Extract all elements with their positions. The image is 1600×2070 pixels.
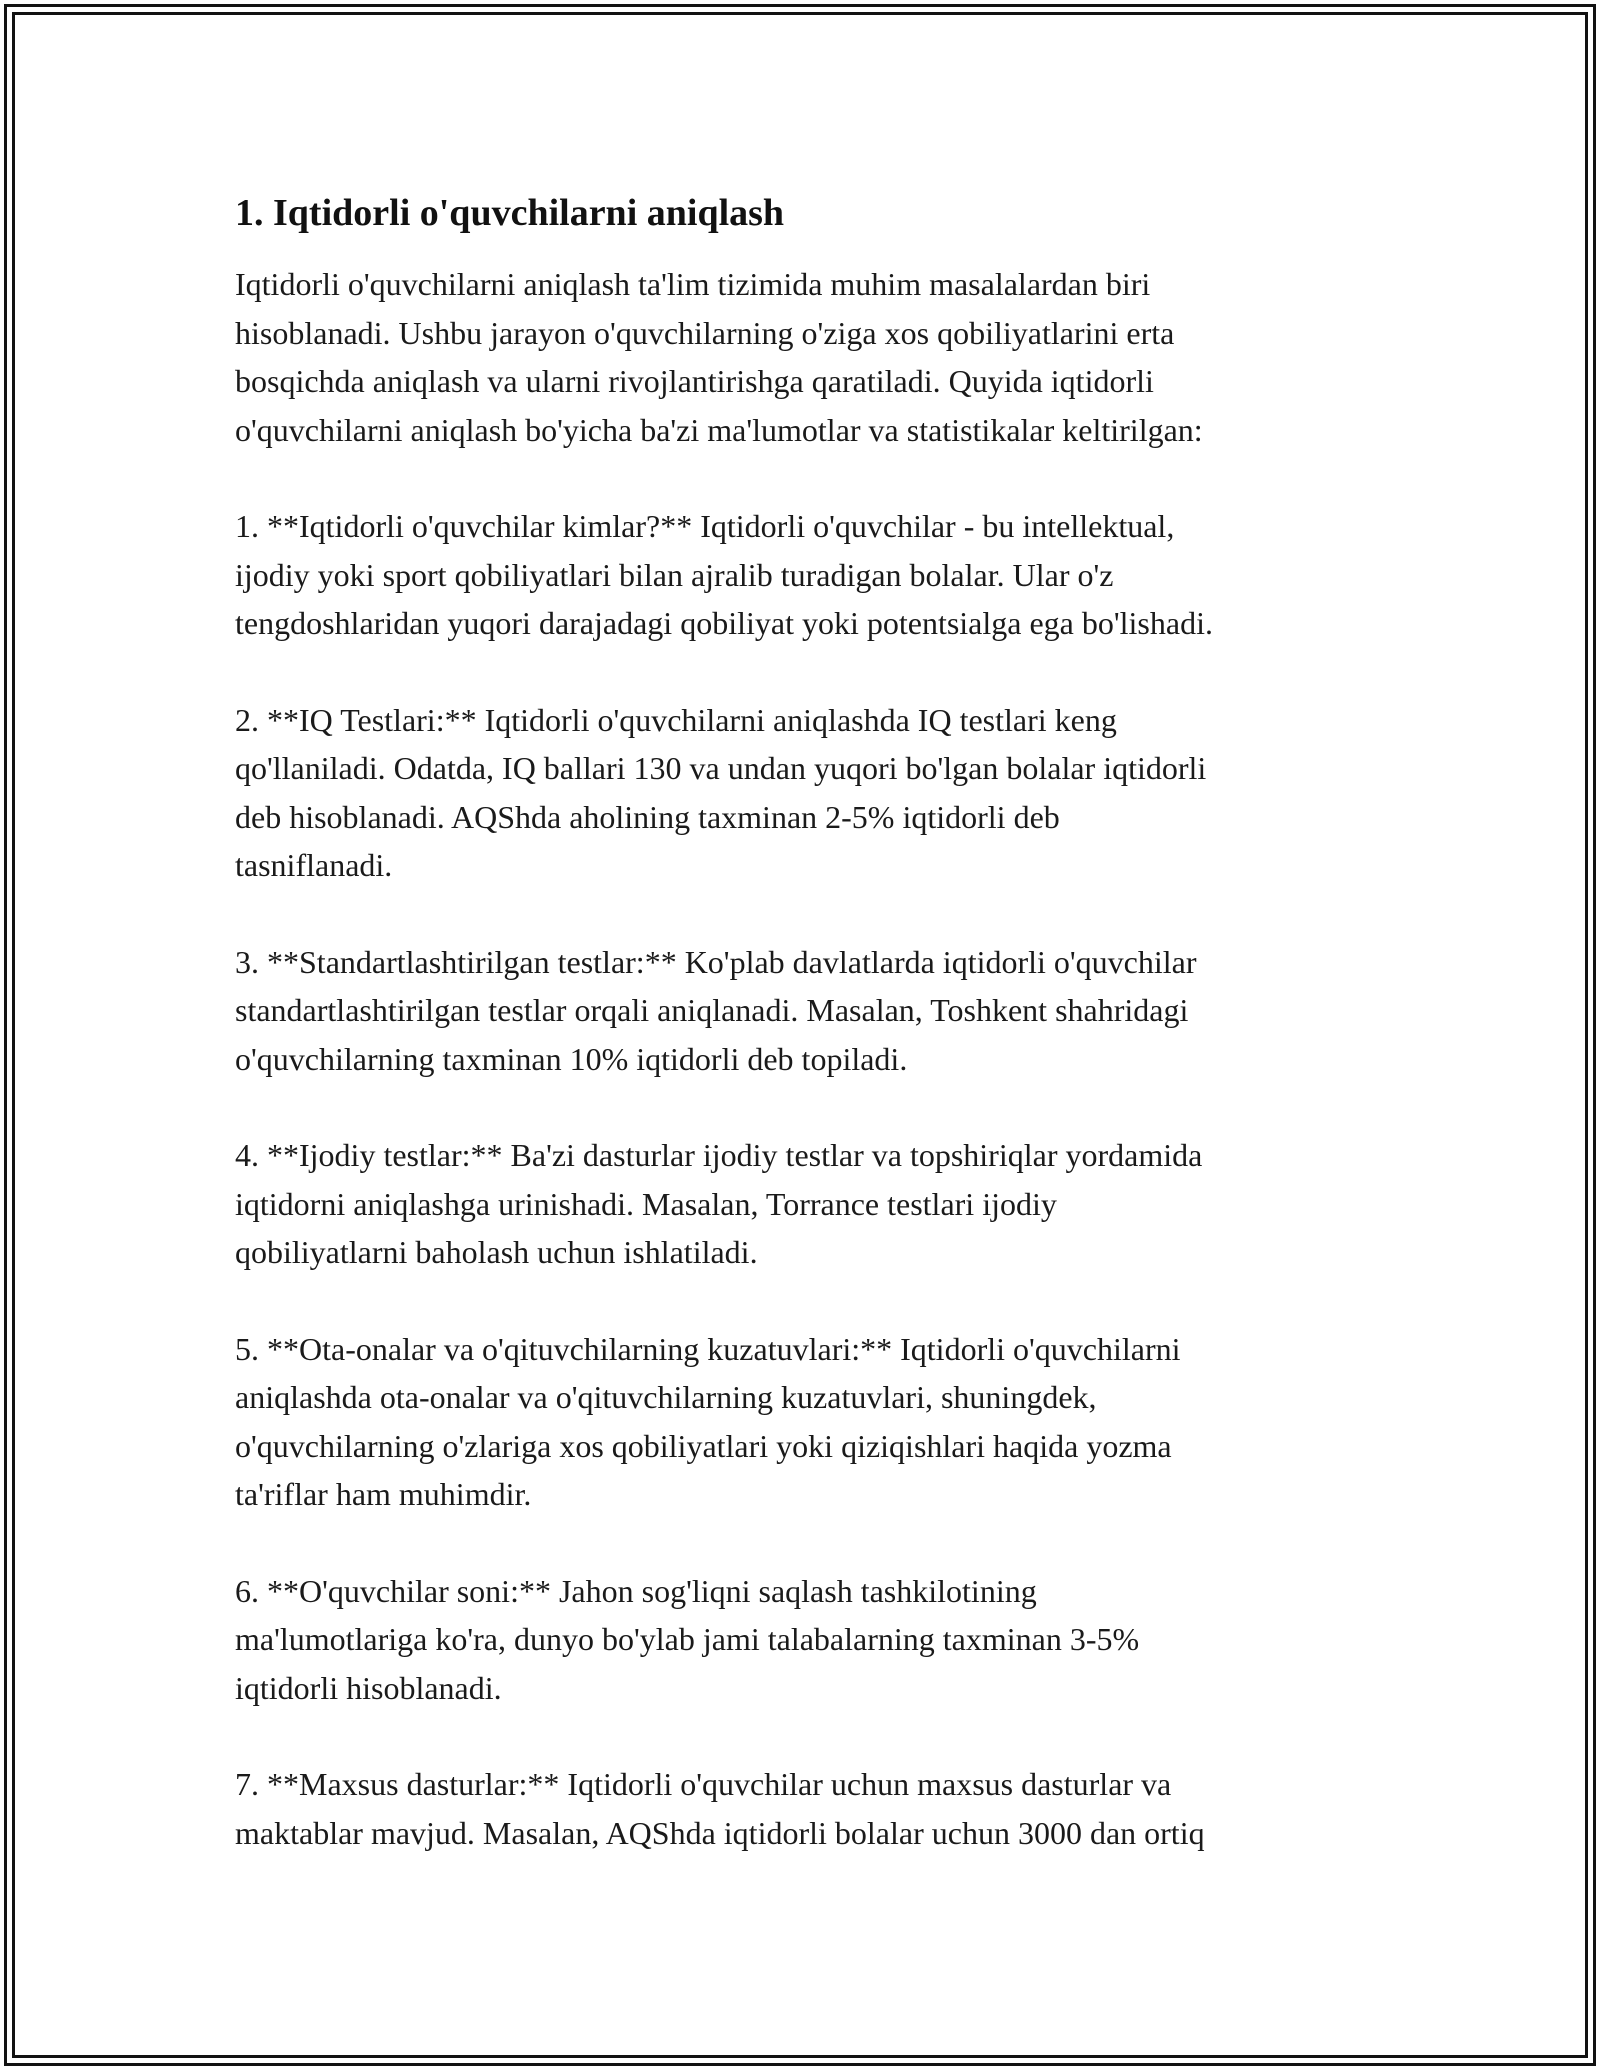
list-item-1-paragraph	[235, 502, 1370, 648]
paragraph-line: 7. **Maxsus dasturlar:** Iqtidorli o'quvchilar uchun maxsus dasturlar va	[235, 1766, 1172, 1802]
paragraph-line: ta'riflar ham muhimdir.	[235, 1476, 532, 1512]
paragraph-line: deb hisoblanadi. AQShda aholining taxminan 2-5% iqtidorli deb	[235, 798, 1060, 835]
paragraph-line: maktablar mavjud. Masalan, AQShda iqtidorli bolalar uchun 3000 dan ortiq	[235, 1814, 1205, 1851]
paragraph-line: iqtidorni aniqlashga urinishadi. Masalan, Torrance testlari ijodiy	[235, 1185, 1057, 1222]
paragraph-line: qobiliyatlarni baholash uchun ishlatiladi.	[235, 1234, 758, 1270]
paragraph-line: aniqlashda ota-onalar va o'qituvchilarning kuzatuvlari, shuningdek,	[235, 1379, 1097, 1415]
paragraph-line: Iqtidorli o'quvchilarni aniqlash ta'lim tizimida muhim masalalardan biri	[235, 266, 1151, 302]
paragraph-line: 5. **Ota-onalar va o'qituvchilarning kuzatuvlari:** Iqtidorli o'quvchilarni	[235, 1330, 1181, 1367]
paragraph-line: iqtidorli hisoblanadi.	[235, 1669, 502, 1706]
paragraph-line: bosqichda aniqlash va ularni rivojlantirishga qaratiladi. Quyida iqtidorli	[235, 363, 1154, 399]
paragraph-line: ijodiy yoki sport qobiliyatlari bilan ajralib turadigan bolalar. Ular o'z	[235, 556, 1114, 593]
paragraph-line: o'quvchilarning o'zlariga xos qobiliyatlari yoki qiziqishlari haqida yozma	[235, 1427, 1172, 1464]
paragraph-line: ma'lumotlariga ko'ra, dunyo bo'ylab jami talabalarning taxminan 3-5%	[235, 1621, 1140, 1657]
list-item-2-paragraph	[235, 696, 1370, 890]
list-item-7-paragraph	[235, 1760, 1370, 1857]
list-item-5-paragraph	[235, 1325, 1370, 1519]
paragraph-line: 1. **Iqtidorli o'quvchilar kimlar?** Iqtidorli o'quvchilar - bu intellektual,	[235, 508, 1175, 544]
paragraph-line: 4. **Ijodiy testlar:** Ba'zi dasturlar ijodiy testlar va topshiriqlar yordamida	[235, 1137, 1203, 1173]
paragraph-line: tasniflanadi.	[235, 847, 393, 883]
paragraph-line: tengdoshlaridan yuqori darajadagi qobiliyat yoki potentsialga ega bo'lishadi.	[235, 605, 1213, 641]
paragraph-line: standartlashtirilgan testlar orqali aniqlanadi. Masalan, Toshkent shahridagi	[235, 992, 1189, 1028]
paragraph-line: hisoblanadi. Ushbu jarayon o'quvchilarning o'ziga xos qobiliyatlarini erta	[235, 314, 1175, 351]
intro-paragraph	[235, 260, 1370, 454]
paragraph-line: 3. **Standartlashtirilgan testlar:** Ko'plab davlatlarda iqtidorli o'quvchilar	[235, 943, 1197, 980]
paragraph-line: o'quvchilarning taxminan 10% iqtidorli deb topiladi.	[235, 1040, 908, 1077]
list-item-3-paragraph	[235, 938, 1370, 1084]
document-title: 1. Iqtidorli o'quvchilarni aniqlash	[235, 192, 785, 234]
list-item-6-paragraph	[235, 1567, 1370, 1713]
document-body	[235, 186, 1370, 1905]
paragraph-line: qo'llaniladi. Odatda, IQ ballari 130 va undan yuqori bo'lgan bolalar iqtidorli	[235, 750, 1207, 786]
paragraph-line: 2. **IQ Testlari:** Iqtidorli o'quvchilarni aniqlashda IQ testlari keng	[235, 701, 1117, 738]
paragraph-line: 6. **O'quvchilar soni:** Jahon sog'liqni saqlash tashkilotining	[235, 1572, 1037, 1609]
paragraph-line: o'quvchilarni aniqlash bo'yicha ba'zi ma'lumotlar va statistikalar keltirilgan:	[235, 411, 1203, 448]
list-item-4-paragraph	[235, 1131, 1370, 1277]
